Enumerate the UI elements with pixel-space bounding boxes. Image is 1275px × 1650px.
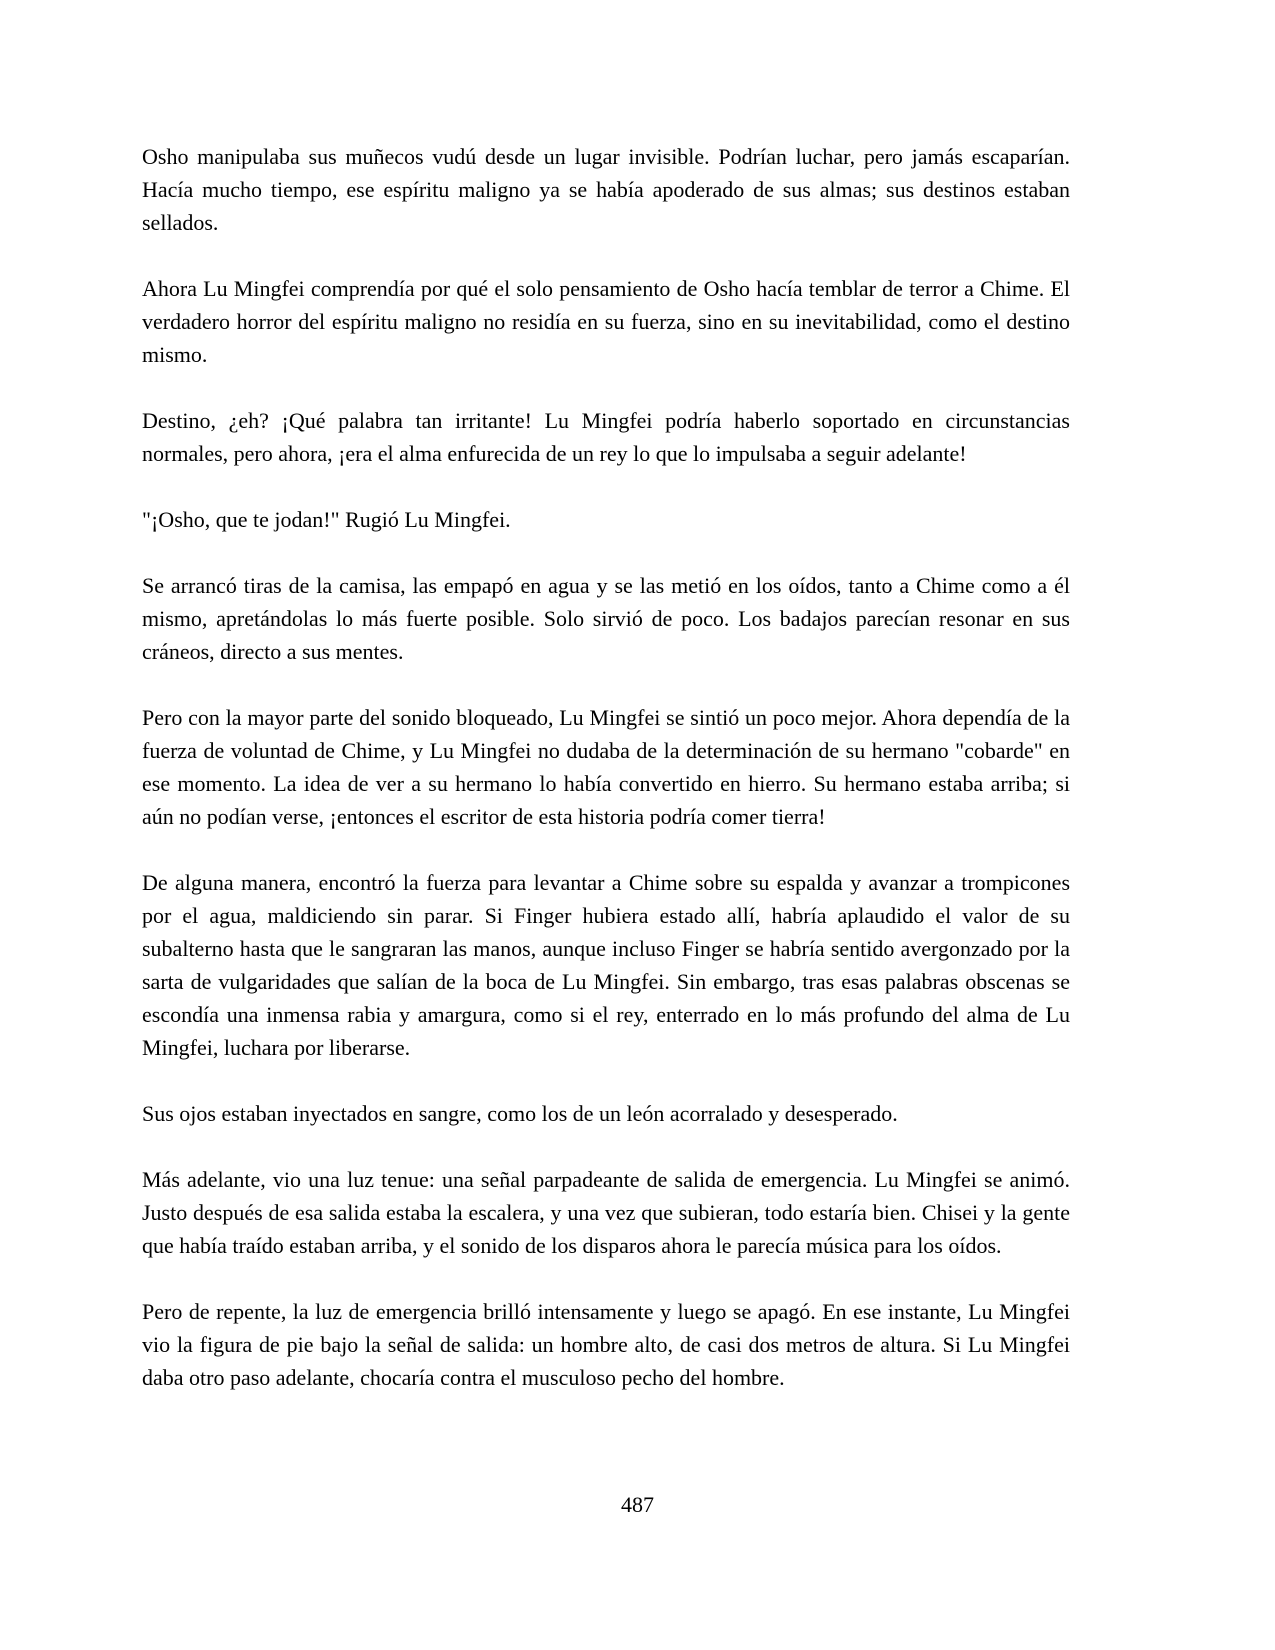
paragraph: De alguna manera, encontró la fuerza para levantar a Chime sobre su espalda y avanzar a trompicones por el agua, maldiciendo sin parar. Si Finger hubiera estado allí, habría aplaudido el valor de su subalterno hasta que le sangraran las manos, aunque incluso Finger se habría sentido avergonzado por la sarta de vulgaridades que salían de la boca de Lu Mingfei. Sin embargo, tras esas palabras obscenas se escondía una inmensa rabia y amargura, como si el rey, enterrado en lo más profundo del alma de Lu Mingfei, luchara por liberarse. xyxy=(142,870,1070,1060)
paragraph: Osho manipulaba sus muñecos vudú desde un lugar invisible. Podrían luchar, pero jamás escaparían. Hacía mucho tiempo, ese espíritu maligno ya se había apoderado de sus almas; sus destinos estaban sellados. xyxy=(142,144,1070,235)
paragraph: Más adelante, vio una luz tenue: una señal parpadeante de salida de emergencia. Lu Mingfei se animó. Justo después de esa salida estaba la escalera, y una vez que subieran, todo estaría bien. Chisei y la gente que había traído estaban arriba, y el sonido de los disparos ahora le parecía música para los oídos. xyxy=(142,1167,1070,1258)
paragraph: Pero con la mayor parte del sonido bloqueado, Lu Mingfei se sintió un poco mejor. Ahora dependía de la fuerza de voluntad de Chime, y Lu Mingfei no dudaba de la determinación de su hermano "cobarde" en ese momento. La idea de ver a su hermano lo había convertido en hierro. Su hermano estaba arriba; si aún no podían verse, ¡entonces el escritor de esta historia podría comer tierra! xyxy=(142,705,1070,829)
paragraph: Sus ojos estaban inyectados en sangre, como los de un león acorralado y desesperado. xyxy=(142,1101,898,1126)
paragraph: "¡Osho, que te jodan!" Rugió Lu Mingfei. xyxy=(142,507,511,532)
paragraph: Se arrancó tiras de la camisa, las empapó en agua y se las metió en los oídos, tanto a Chime como a él mismo, apretándolas lo más fuerte posible. Solo sirvió de poco. Los badajos parecían resonar en sus cráneos, directo a sus mentes. xyxy=(142,573,1070,664)
paragraph: Destino, ¿eh? ¡Qué palabra tan irritante! Lu Mingfei podría haberlo soportado en circunstancias normales, pero ahora, ¡era el alma enfurecida de un rey lo que lo impulsaba a seguir adelante! xyxy=(142,408,1070,466)
paragraph: Pero de repente, la luz de emergencia brilló intensamente y luego se apagó. En ese instante, Lu Mingfei vio la figura de pie bajo la señal de salida: un hombre alto, de casi dos metros de altura. Si Lu Mingfei daba otro paso adelante, chocaría contra el musculoso pecho del hombre. xyxy=(142,1299,1070,1390)
paragraph: Ahora Lu Mingfei comprendía por qué el solo pensamiento de Osho hacía temblar de terror a Chime. El verdadero horror del espíritu maligno no residía en su fuerza, sino en su inevitabilidad, como el destino mismo. xyxy=(142,276,1070,367)
page-number: 487 xyxy=(621,1492,654,1517)
